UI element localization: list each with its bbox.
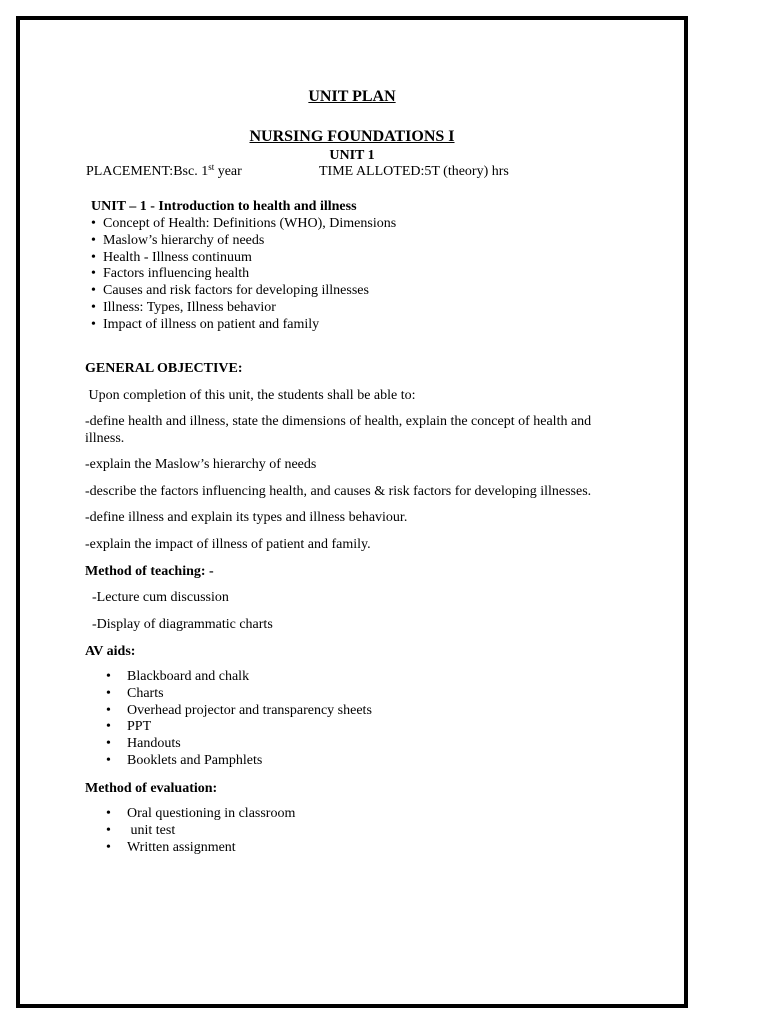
objective-item: -explain the impact of illness of patient and family. xyxy=(85,537,371,552)
bullet-icon: • xyxy=(106,702,111,718)
list-item: • Overhead projector and transparency sheets xyxy=(106,702,372,718)
evaluation-heading: Method of evaluation: xyxy=(85,781,218,796)
list-item: • Oral questioning in classroom xyxy=(106,806,296,821)
bullet-icon: • xyxy=(106,736,111,752)
bullet-icon: • xyxy=(106,685,111,701)
bullet-icon: • xyxy=(91,283,96,299)
bullet-icon: • xyxy=(91,316,96,332)
bullet-icon: • xyxy=(91,266,96,282)
bullet-icon: • xyxy=(91,232,96,248)
objective-item: -describe the factors influencing health, and causes & risk factors for developing illnesses. xyxy=(85,484,592,499)
objective-item: -define illness and explain its types and illness behaviour. xyxy=(85,510,408,525)
list-item: • Written assignment xyxy=(106,839,236,855)
list-item: • Factors influencing health xyxy=(91,266,250,282)
bullet-icon: • xyxy=(106,839,111,855)
bullet-icon: • xyxy=(106,669,111,684)
list-item: • unit test xyxy=(106,822,176,838)
list-item: • Booklets and Pamphlets xyxy=(106,752,263,768)
bullet-icon: • xyxy=(91,216,96,231)
av-aids-list xyxy=(106,669,372,770)
time-allotted: TIME ALLOTED:5T (theory) hrs xyxy=(319,164,509,179)
list-item: • Impact of illness on patient and family xyxy=(91,316,320,332)
av-aids-heading: AV aids: xyxy=(85,644,136,659)
bullet-icon: • xyxy=(106,752,111,768)
bullet-icon: • xyxy=(106,719,111,735)
unit-number: UNIT 1 xyxy=(329,148,375,163)
list-item: • Health - Illness continuum xyxy=(91,249,252,265)
list-item: • PPT xyxy=(106,719,152,735)
list-item: • Maslow’s hierarchy of needs xyxy=(91,232,265,248)
list-item: • Illness: Types, Illness behavior xyxy=(91,299,276,315)
placement-suffix: year xyxy=(214,164,242,179)
subject-title: NURSING FOUNDATIONS I xyxy=(249,128,455,145)
general-objective-heading: GENERAL OBJECTIVE: xyxy=(85,361,243,376)
list-item: • Concept of Health: Definitions (WHO), Dimensions xyxy=(91,216,397,231)
evaluation-list xyxy=(106,806,295,856)
placement-label: PLACEMENT:Bsc. 1 xyxy=(86,164,209,179)
teaching-method-item: -Lecture cum discussion xyxy=(92,590,229,605)
topic-list xyxy=(91,216,396,334)
list-item: • Handouts xyxy=(106,736,181,752)
unit-heading: UNIT – 1 - Introduction to health and illness xyxy=(91,199,357,214)
objective-item: -explain the Maslow’s hierarchy of needs xyxy=(85,457,317,472)
bullet-icon: • xyxy=(91,249,96,265)
list-item: • Charts xyxy=(106,685,164,701)
bullet-icon: • xyxy=(106,806,111,821)
bullet-icon: • xyxy=(106,822,111,838)
list-item: • Causes and risk factors for developing illnesses xyxy=(91,283,369,299)
objective-intro: Upon completion of this unit, the students shall be able to: xyxy=(85,388,416,403)
list-item: • Blackboard and chalk xyxy=(106,669,250,684)
objective-item: -define health and illness, state the dimensions of health, explain the concept of health and illness. xyxy=(85,414,592,446)
document-title: UNIT PLAN xyxy=(308,88,396,105)
placement-info xyxy=(86,164,242,180)
teaching-method-item: -Display of diagrammatic charts xyxy=(92,617,273,632)
placement-superscript: st xyxy=(208,162,215,172)
bullet-icon: • xyxy=(91,299,96,315)
teaching-method-heading: Method of teaching: - xyxy=(85,564,214,579)
